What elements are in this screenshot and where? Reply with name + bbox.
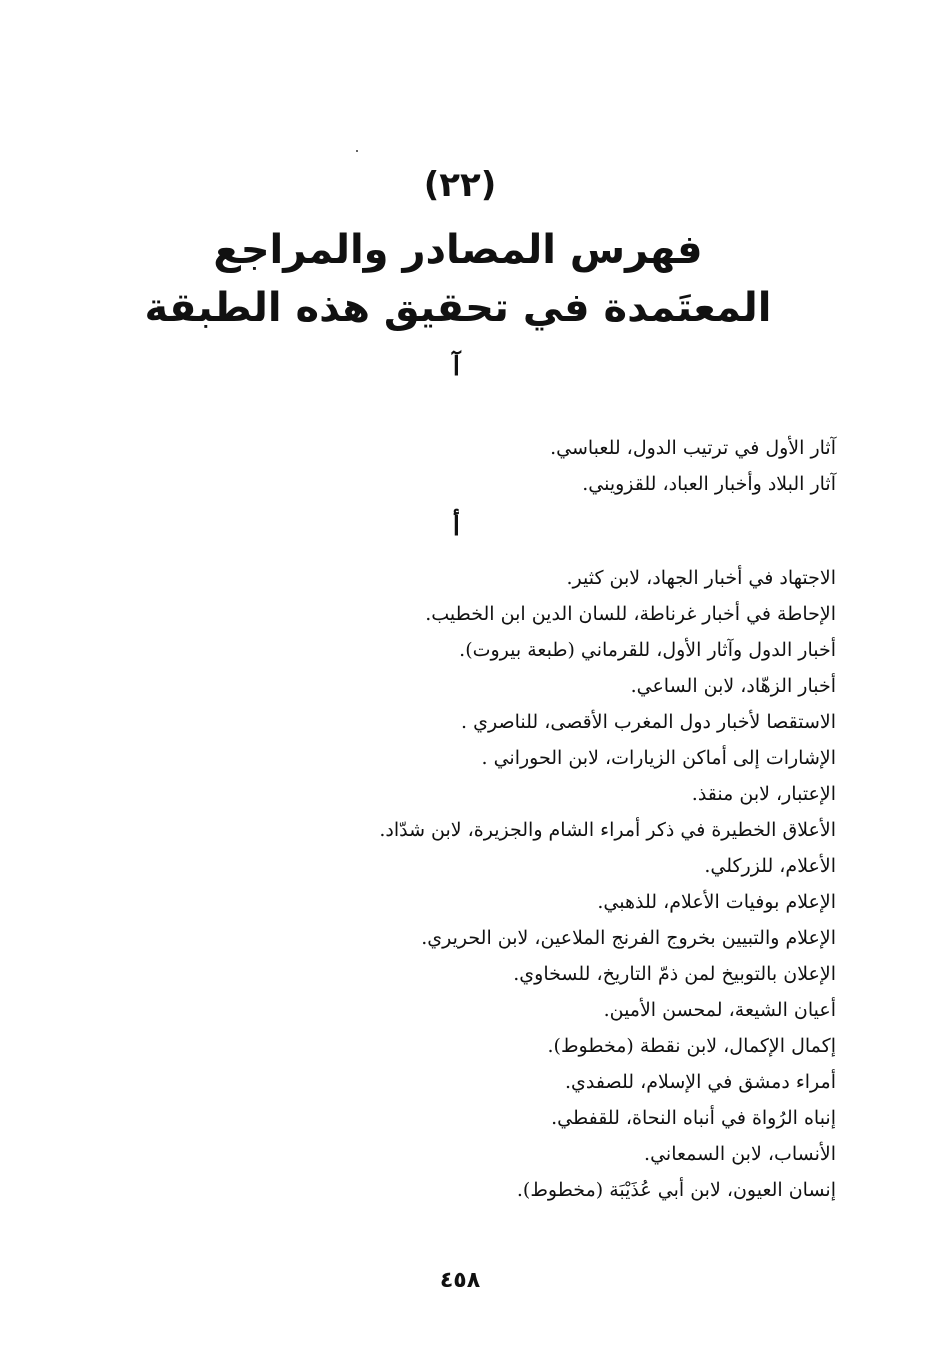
reference-entry: الإشارات إلى أماكن الزيارات، لابن الحوراني . xyxy=(481,747,836,769)
section-letter-alef-hamza: أ xyxy=(452,512,460,542)
reference-entry: أمراء دمشق في الإسلام، للصفدي. xyxy=(565,1071,836,1093)
reference-entry: الاجتهاد في أخبار الجهاد، لابن كثير. xyxy=(566,567,836,589)
page-title-line-1: فهرس المصادر والمراجع xyxy=(213,227,703,273)
reference-list-alef-madda xyxy=(550,430,836,502)
reference-entry: الإحاطة في أخبار غرناطة، للسان الدين ابن الخطيب. xyxy=(425,603,836,625)
reference-entry: الاستقصا لأخبار دول المغرب الأقصى، للناصري . xyxy=(461,711,836,733)
reference-entry: إنسان العيون، لابن أبي عُذَيْبَة (مخطوط). xyxy=(516,1179,836,1201)
reference-entry: أخبار الدول وآثار الأول، للقرماني (طبعة بيروت). xyxy=(459,639,836,661)
reference-entry: الإعلام بوفيات الأعلام، للذهبي. xyxy=(597,891,836,913)
reference-entry: الأنساب، لابن السمعاني. xyxy=(644,1143,836,1165)
chapter-number: (٢٢) xyxy=(423,165,497,205)
reference-entry: الأعلام، للزركلي. xyxy=(704,855,836,877)
page-number: ٤٥٨ xyxy=(439,1268,481,1293)
reference-entry: إكمال الإكمال، لابن نقطة (مخطوط). xyxy=(547,1035,836,1057)
reference-entry: الأعلاق الخطيرة في ذكر أمراء الشام والجزيرة، لابن شدّاد. xyxy=(379,819,836,841)
reference-entry: آثار الأول في ترتيب الدول، للعباسي. xyxy=(550,437,836,459)
reference-entry: الإعلام والتبيين بخروج الفرنج الملاعين، لابن الحريري. xyxy=(421,927,836,949)
reference-entry: إنباه الرُواة في أنباه النحاة، للقفطي. xyxy=(551,1107,836,1129)
reference-entry: أعيان الشيعة، لمحسن الأمين. xyxy=(603,999,836,1021)
scan-speck xyxy=(356,150,358,152)
reference-entry: آثار البلاد وأخبار العباد، للقزويني. xyxy=(582,473,836,495)
page-title-line-2: المعتَمدة في تحقيق هذه الطبقة xyxy=(144,285,772,331)
section-letter-alef-madda: آ xyxy=(452,352,460,382)
reference-entry: الإعلان بالتوبيخ لمن ذمّ التاريخ، للسخاوي. xyxy=(513,963,836,985)
reference-entry: أخبار الزهّاد، لابن الساعي. xyxy=(630,675,836,697)
reference-entry: الإعتبار، لابن منقذ. xyxy=(691,783,836,805)
reference-list-alef-hamza xyxy=(379,560,836,1208)
